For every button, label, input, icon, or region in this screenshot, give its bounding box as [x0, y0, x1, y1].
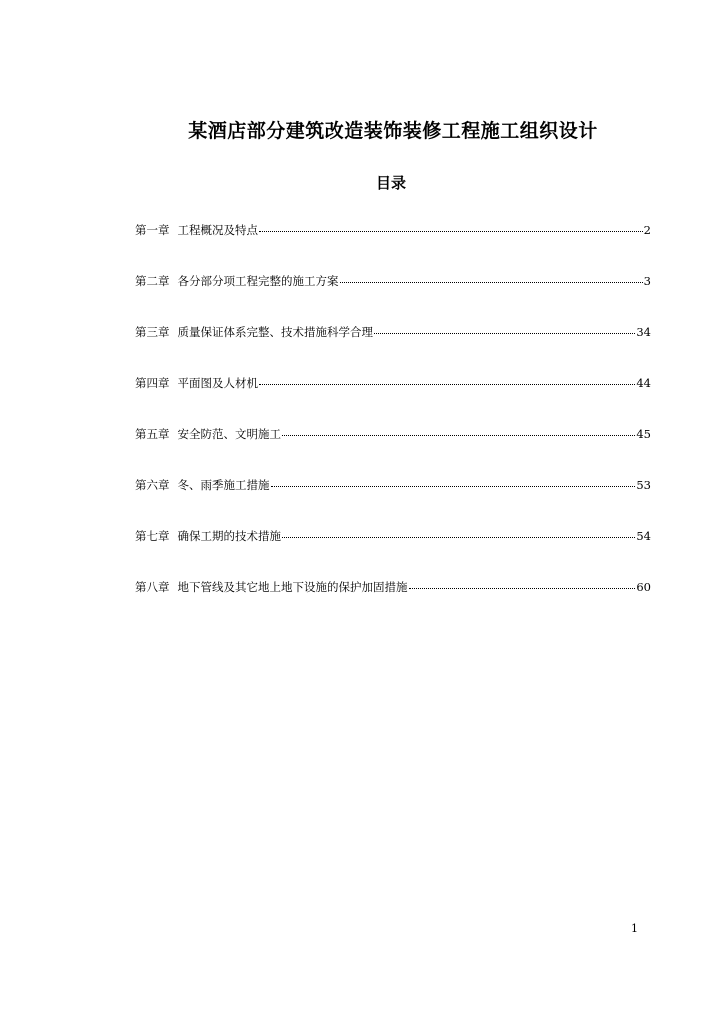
toc-chapter-number: 第七章	[135, 529, 170, 543]
toc-chapter-title: 确保工期的技术措施	[177, 529, 281, 543]
toc-page-ref: 54	[636, 529, 651, 543]
toc-chapter-title: 工程概况及特点	[177, 223, 258, 237]
toc-chapter-title: 质量保证体系完整、技术措施科学合理	[177, 325, 373, 339]
toc-page-ref: 3	[643, 274, 651, 288]
toc-entry[interactable]	[135, 273, 651, 324]
toc-chapter-title: 地下管线及其它地上地下设施的保护加固措施	[177, 580, 408, 594]
toc-dot-leader	[409, 578, 636, 589]
toc-page-ref: 45	[636, 427, 651, 441]
toc-chapter-number: 第八章	[135, 580, 170, 594]
toc-entry[interactable]	[135, 222, 651, 273]
toc-chapter-title: 冬、雨季施工措施	[177, 478, 270, 492]
toc-page-ref: 34	[636, 325, 651, 339]
toc-heading: 目录	[375, 174, 406, 192]
toc-chapter-number: 第三章	[135, 325, 170, 339]
toc-chapter-number: 第一章	[135, 223, 170, 237]
toc-dot-leader	[282, 425, 635, 436]
toc-chapter-title: 各分部分项工程完整的施工方案	[177, 274, 339, 288]
toc-page-ref: 44	[636, 376, 651, 390]
toc-chapter-number: 第六章	[135, 478, 170, 492]
toc-entry[interactable]	[135, 528, 651, 579]
page-number: 1	[631, 922, 638, 935]
toc-dot-leader	[340, 272, 643, 283]
toc-entry[interactable]	[135, 426, 651, 477]
toc-chapter-number: 第五章	[135, 427, 170, 441]
toc-dot-leader	[259, 374, 635, 385]
toc-chapter-number: 第四章	[135, 376, 170, 390]
toc-chapter-title: 安全防范、文明施工	[177, 427, 281, 441]
toc-entry[interactable]	[135, 477, 651, 528]
toc-entry[interactable]	[135, 375, 651, 426]
toc-chapter-number: 第二章	[135, 274, 170, 288]
document-title: 某酒店部分建筑改造装饰装修工程施工组织设计	[188, 120, 598, 142]
toc-dot-leader	[259, 221, 643, 232]
toc-dot-leader	[271, 476, 636, 487]
toc-page-ref: 60	[636, 580, 651, 594]
toc-chapter-title: 平面图及人材机	[177, 376, 258, 390]
table-of-contents	[135, 222, 651, 630]
toc-dot-leader	[374, 323, 635, 334]
toc-dot-leader	[282, 527, 635, 538]
toc-page-ref: 53	[636, 478, 651, 492]
toc-entry[interactable]	[135, 324, 651, 375]
toc-page-ref: 2	[643, 223, 651, 237]
toc-entry[interactable]	[135, 579, 651, 630]
